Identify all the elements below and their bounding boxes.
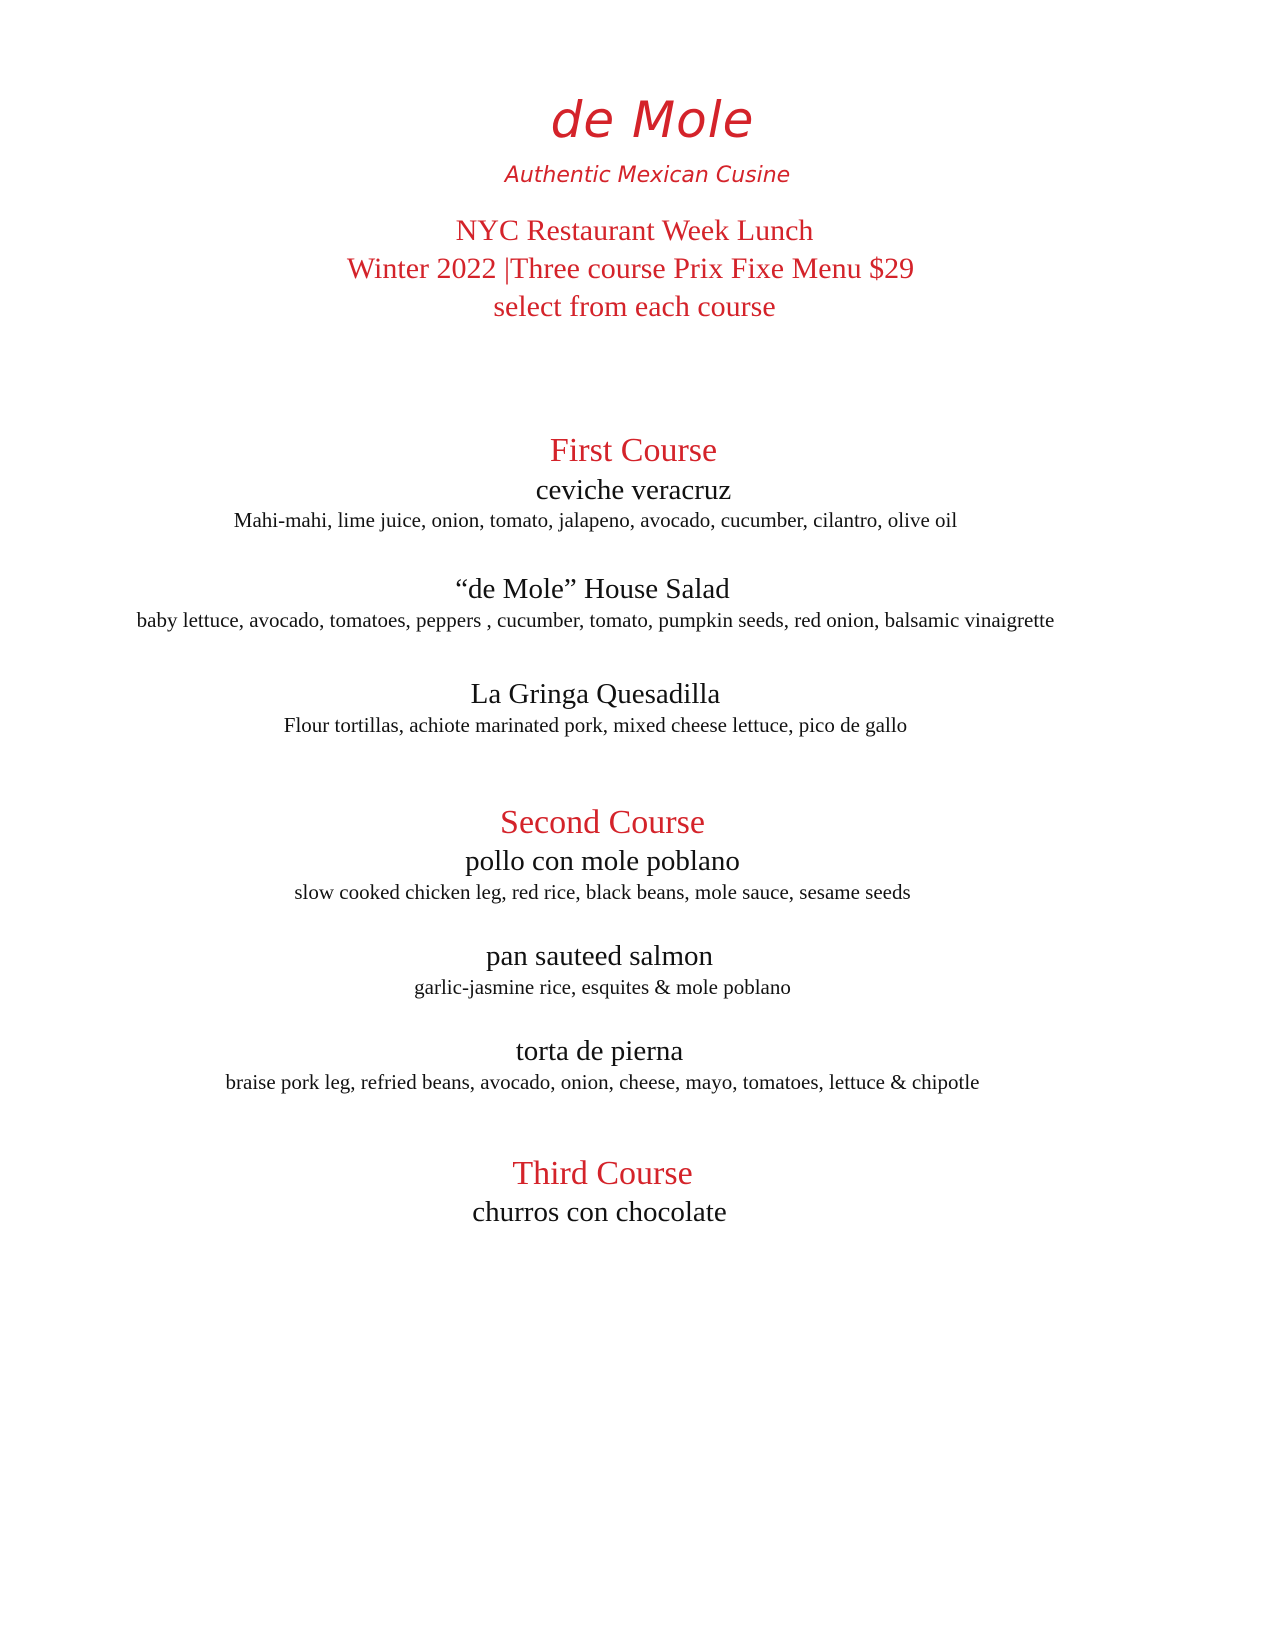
dish-description: Flour tortillas, achiote marinated pork, mixed cheese lettuce, pico de gallo <box>283 713 908 737</box>
dish-name: churros con chocolate <box>472 1196 727 1228</box>
event-price-line: Winter 2022 |Three course Prix Fixe Menu $29 <box>346 252 915 285</box>
dish-description: slow cooked chicken leg, red rice, black beans, mole sauce, sesame seeds <box>294 880 911 904</box>
dish-name: torta de pierna <box>515 1035 684 1067</box>
dish-description: Mahi-mahi, lime juice, onion, tomato, jalapeno, avocado, cucumber, cilantro, olive oil <box>233 508 958 532</box>
dish-description: garlic-jasmine rice, esquites & mole poblano <box>414 975 791 999</box>
event-title: NYC Restaurant Week Lunch <box>455 214 814 247</box>
dish-name: “de Mole” House Salad <box>455 573 730 605</box>
course-heading-second: Second Course <box>500 804 705 841</box>
dish-name: La Gringa Quesadilla <box>470 678 721 710</box>
event-instruction: select from each course <box>493 290 776 323</box>
dish-name: ceviche veracruz <box>535 474 732 506</box>
course-heading-third: Third Course <box>512 1155 693 1192</box>
dish-name: pan sauteed salmon <box>485 940 714 972</box>
dish-description: baby lettuce, avocado, tomatoes, peppers , cucumber, tomato, pumpkin seeds, red onion, balsamic vinaigrette <box>136 608 1055 632</box>
dish-description: braise pork leg, refried beans, avocado, onion, cheese, mayo, tomatoes, lettuce & chipotle <box>225 1070 980 1094</box>
dish-name: pollo con mole poblano <box>465 845 740 877</box>
restaurant-logo-name: de Mole <box>550 91 755 149</box>
restaurant-tagline: Authentic Mexican Cusine <box>504 163 791 188</box>
course-heading-first: First Course <box>549 432 718 469</box>
